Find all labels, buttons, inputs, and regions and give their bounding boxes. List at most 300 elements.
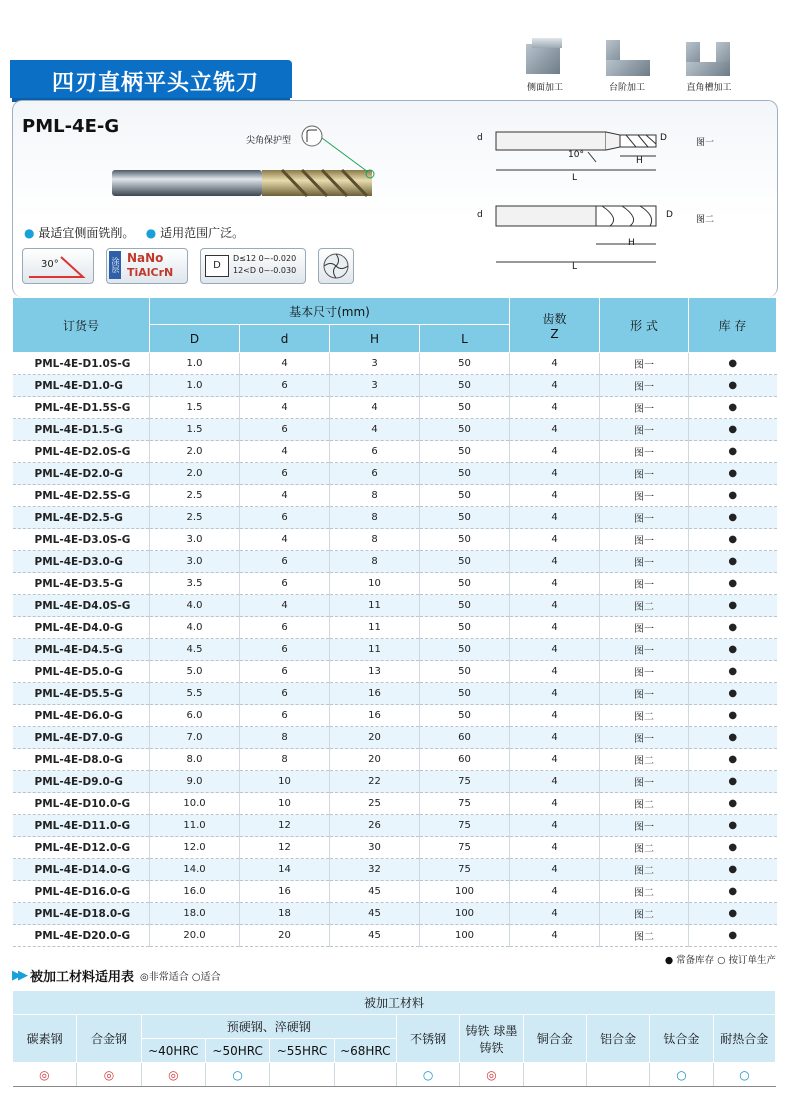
D-cell: 1.5 <box>150 397 240 419</box>
form-cell: 图一 <box>600 397 689 419</box>
table-row <box>13 859 777 881</box>
order-no-cell: PML-4E-D12.0-G <box>13 837 150 859</box>
H-cell: 3 <box>330 353 420 375</box>
order-no-cell: PML-4E-D3.5-G <box>13 573 150 595</box>
stock-cell: ● <box>689 815 777 837</box>
H-cell: 45 <box>330 925 420 947</box>
col-teeth <box>510 298 600 353</box>
D-cell: 6.0 <box>150 705 240 727</box>
form-cell: 图一 <box>600 639 689 661</box>
slot-milling-item <box>668 38 750 93</box>
teeth-cell: 4 <box>510 353 600 375</box>
order-no-cell: PML-4E-D1.0S-G <box>13 353 150 375</box>
form-cell: 图一 <box>600 573 689 595</box>
teeth-cell: 4 <box>510 617 600 639</box>
col-stock: 库 存 <box>689 298 777 353</box>
teeth-cell: 4 <box>510 661 600 683</box>
machining-type-icons <box>504 38 750 93</box>
form-cell: 图一 <box>600 551 689 573</box>
fig1-D-label: D <box>660 133 667 143</box>
d-cell: 6 <box>240 573 330 595</box>
material-suitability-cell: ○ <box>205 1063 269 1087</box>
H-cell: 6 <box>330 463 420 485</box>
material-suitability-cell: ◎ <box>460 1063 523 1087</box>
tolerance-line2: 12<D 0~-0.030 <box>233 266 297 275</box>
material-suitability-cell: ◎ <box>77 1063 141 1087</box>
form-cell: 图一 <box>600 485 689 507</box>
L-cell: 75 <box>420 815 510 837</box>
L-cell: 50 <box>420 463 510 485</box>
teeth-cell: 4 <box>510 551 600 573</box>
tolerance-badge <box>200 248 306 284</box>
form-cell: 图一 <box>600 617 689 639</box>
form-cell: 图一 <box>600 661 689 683</box>
H-cell: 30 <box>330 837 420 859</box>
feature-2: 适用范围广泛。 <box>160 226 245 240</box>
L-cell: 50 <box>420 617 510 639</box>
table-row <box>13 441 777 463</box>
H-cell: 8 <box>330 485 420 507</box>
stock-cell: ● <box>689 683 777 705</box>
H-cell: 11 <box>330 639 420 661</box>
order-no-cell: PML-4E-D1.0-G <box>13 375 150 397</box>
table-row <box>13 375 777 397</box>
col-L: L <box>420 325 510 353</box>
D-cell: 2.0 <box>150 463 240 485</box>
step-milling-item <box>586 38 668 93</box>
D-cell: 4.0 <box>150 617 240 639</box>
L-cell: 60 <box>420 749 510 771</box>
material-suitability-cell: ○ <box>713 1063 775 1087</box>
d-cell: 4 <box>240 485 330 507</box>
four-flute-badge <box>318 248 354 284</box>
H-cell: 11 <box>330 595 420 617</box>
L-cell: 50 <box>420 551 510 573</box>
callout-leader <box>300 124 380 180</box>
stock-cell: ● <box>689 397 777 419</box>
stock-cell: ● <box>689 903 777 925</box>
D-cell: 12.0 <box>150 837 240 859</box>
H-cell: 26 <box>330 815 420 837</box>
form-cell: 图一 <box>600 529 689 551</box>
table-row <box>13 749 777 771</box>
mat-hrc-50: ~50HRC <box>205 1039 269 1063</box>
D-cell: 8.0 <box>150 749 240 771</box>
form-cell: 图一 <box>600 727 689 749</box>
teeth-cell: 4 <box>510 397 600 419</box>
teeth-cell: 4 <box>510 727 600 749</box>
coating-line1: NaNo <box>127 251 164 265</box>
form-cell: 图一 <box>600 507 689 529</box>
H-cell: 20 <box>330 749 420 771</box>
material-suitability-cell <box>523 1063 586 1087</box>
L-cell: 50 <box>420 419 510 441</box>
L-cell: 50 <box>420 573 510 595</box>
L-cell: 50 <box>420 507 510 529</box>
order-no-cell: PML-4E-D5.0-G <box>13 661 150 683</box>
fig1-d-label: d <box>477 133 483 143</box>
step-milling-icon <box>602 38 652 78</box>
teeth-cell: 4 <box>510 441 600 463</box>
L-cell: 75 <box>420 837 510 859</box>
H-cell: 45 <box>330 881 420 903</box>
materials-note: ◎非常适合 ○适合 <box>140 972 221 983</box>
table-row <box>13 639 777 661</box>
stock-cell: ● <box>689 441 777 463</box>
fig2-H-label: H <box>628 238 635 248</box>
d-cell: 10 <box>240 771 330 793</box>
stock-cell: ● <box>689 749 777 771</box>
teeth-cell: 4 <box>510 595 600 617</box>
L-cell: 100 <box>420 881 510 903</box>
col-D: D <box>150 325 240 353</box>
coating-line2: TiAlCrN <box>127 266 174 279</box>
L-cell: 50 <box>420 595 510 617</box>
form-cell: 图一 <box>600 375 689 397</box>
order-no-cell: PML-4E-D1.5S-G <box>13 397 150 419</box>
stock-cell: ● <box>689 639 777 661</box>
table-row <box>13 507 777 529</box>
order-no-cell: PML-4E-D2.0S-G <box>13 441 150 463</box>
angle-value: 30° <box>41 259 59 270</box>
d-cell: 4 <box>240 529 330 551</box>
order-no-cell: PML-4E-D20.0-G <box>13 925 150 947</box>
order-no-cell: PML-4E-D16.0-G <box>13 881 150 903</box>
D-cell: 5.5 <box>150 683 240 705</box>
L-cell: 50 <box>420 353 510 375</box>
H-cell: 16 <box>330 683 420 705</box>
stock-cell: ● <box>689 859 777 881</box>
mat-carbon-steel: 碳素钢 <box>13 1015 77 1063</box>
teeth-cell: 4 <box>510 529 600 551</box>
table-row <box>13 705 777 727</box>
L-cell: 50 <box>420 639 510 661</box>
order-no-cell: PML-4E-D2.5S-G <box>13 485 150 507</box>
form-cell: 图一 <box>600 463 689 485</box>
order-no-cell: PML-4E-D9.0-G <box>13 771 150 793</box>
materials-title-row <box>12 966 221 985</box>
order-no-cell: PML-4E-D10.0-G <box>13 793 150 815</box>
stock-cell: ● <box>689 705 777 727</box>
col-dims: 基本尺寸(mm) <box>150 298 510 325</box>
form-cell: 图一 <box>600 815 689 837</box>
table-row <box>13 463 777 485</box>
product-rows <box>13 353 777 947</box>
stock-cell: ● <box>689 375 777 397</box>
table-row <box>13 837 777 859</box>
H-cell: 8 <box>330 507 420 529</box>
stock-cell: ● <box>689 771 777 793</box>
form-cell: 图一 <box>600 353 689 375</box>
d-cell: 6 <box>240 683 330 705</box>
L-cell: 50 <box>420 485 510 507</box>
d-cell: 6 <box>240 463 330 485</box>
diameter-icon: D <box>205 255 229 277</box>
H-cell: 4 <box>330 397 420 419</box>
D-cell: 4.5 <box>150 639 240 661</box>
d-cell: 8 <box>240 749 330 771</box>
side-milling-item <box>504 38 586 93</box>
table-row <box>13 771 777 793</box>
d-cell: 10 <box>240 793 330 815</box>
col-H: H <box>330 325 420 353</box>
D-cell: 5.0 <box>150 661 240 683</box>
teeth-cell: 4 <box>510 463 600 485</box>
stock-cell: ● <box>689 727 777 749</box>
order-no-cell: PML-4E-D4.5-G <box>13 639 150 661</box>
stock-cell: ● <box>689 507 777 529</box>
D-cell: 1.0 <box>150 375 240 397</box>
form-cell: 图一 <box>600 441 689 463</box>
d-cell: 6 <box>240 639 330 661</box>
L-cell: 50 <box>420 529 510 551</box>
material-suitability-cell <box>586 1063 649 1087</box>
order-no-cell: PML-4E-D8.0-G <box>13 749 150 771</box>
teeth-z: Z <box>550 326 559 341</box>
double-arrow-icon: ▶▶ <box>12 968 24 983</box>
coating-tag: 涂层 <box>109 251 121 279</box>
H-cell: 22 <box>330 771 420 793</box>
teeth-cell: 4 <box>510 485 600 507</box>
mat-aluminum: 铝合金 <box>586 1015 649 1063</box>
order-no-cell: PML-4E-D14.0-G <box>13 859 150 881</box>
order-no-cell: PML-4E-D11.0-G <box>13 815 150 837</box>
model-number: PML-4E-G <box>22 116 120 137</box>
teeth-cell: 4 <box>510 881 600 903</box>
D-cell: 2.5 <box>150 507 240 529</box>
d-cell: 20 <box>240 925 330 947</box>
mat-hrc-68: ~68HRC <box>334 1039 396 1063</box>
table-row <box>13 529 777 551</box>
order-no-cell: PML-4E-D3.0-G <box>13 551 150 573</box>
teeth-cell: 4 <box>510 793 600 815</box>
H-cell: 4 <box>330 419 420 441</box>
D-cell: 14.0 <box>150 859 240 881</box>
H-cell: 25 <box>330 793 420 815</box>
fig1-angle-label: 10° <box>568 150 584 160</box>
teeth-cell: 4 <box>510 419 600 441</box>
table-row <box>13 793 777 815</box>
table-row <box>13 551 777 573</box>
fig2-d-label: d <box>477 210 483 220</box>
order-no-cell: PML-4E-D1.5-G <box>13 419 150 441</box>
D-cell: 18.0 <box>150 903 240 925</box>
D-cell: 3.5 <box>150 573 240 595</box>
materials-title: 被加工材料适用表 <box>30 970 135 985</box>
L-cell: 50 <box>420 375 510 397</box>
H-cell: 45 <box>330 903 420 925</box>
L-cell: 75 <box>420 859 510 881</box>
D-cell: 4.0 <box>150 595 240 617</box>
H-cell: 13 <box>330 661 420 683</box>
L-cell: 50 <box>420 661 510 683</box>
product-table <box>12 297 777 947</box>
order-no-cell: PML-4E-D18.0-G <box>13 903 150 925</box>
spec-badges <box>22 248 354 284</box>
teeth-cell: 4 <box>510 683 600 705</box>
col-order-no: 订货号 <box>13 298 150 353</box>
D-cell: 3.0 <box>150 551 240 573</box>
form-cell: 图二 <box>600 793 689 815</box>
d-cell: 8 <box>240 727 330 749</box>
H-cell: 32 <box>330 859 420 881</box>
step-milling-label: 台阶加工 <box>608 83 645 93</box>
stock-cell: ● <box>689 793 777 815</box>
D-cell: 11.0 <box>150 815 240 837</box>
D-cell: 16.0 <box>150 881 240 903</box>
bullet-icon: ● <box>24 226 35 240</box>
L-cell: 100 <box>420 903 510 925</box>
stock-cell: ● <box>689 925 777 947</box>
teeth-cell: 4 <box>510 903 600 925</box>
L-cell: 50 <box>420 683 510 705</box>
table-row <box>13 595 777 617</box>
d-cell: 6 <box>240 661 330 683</box>
d-cell: 6 <box>240 551 330 573</box>
table-row <box>13 353 777 375</box>
table-row <box>13 727 777 749</box>
mat-titanium: 钛合金 <box>650 1015 713 1063</box>
teeth-cell: 4 <box>510 771 600 793</box>
d-cell: 12 <box>240 837 330 859</box>
fig2-D-label: D <box>666 210 673 220</box>
H-cell: 6 <box>330 441 420 463</box>
side-milling-icon <box>520 38 570 78</box>
mat-stainless: 不锈钢 <box>396 1015 459 1063</box>
corner-protect-callout: 尖角保护型 <box>246 136 292 146</box>
teeth-cell: 4 <box>510 639 600 661</box>
mat-hrc-55: ~55HRC <box>270 1039 334 1063</box>
H-cell: 3 <box>330 375 420 397</box>
stock-cell: ● <box>689 463 777 485</box>
teeth-cell: 4 <box>510 507 600 529</box>
table-row <box>13 617 777 639</box>
technical-drawings <box>470 122 770 292</box>
d-cell: 6 <box>240 375 330 397</box>
d-cell: 6 <box>240 617 330 639</box>
page-title: 四刃直柄平头立铣刀 <box>52 71 260 96</box>
stock-cell: ● <box>689 617 777 639</box>
d-cell: 18 <box>240 903 330 925</box>
fig1-caption: 图一 <box>696 138 715 148</box>
table-row <box>13 683 777 705</box>
teeth-cell: 4 <box>510 815 600 837</box>
table-row <box>13 419 777 441</box>
teeth-cell: 4 <box>510 749 600 771</box>
stock-cell: ● <box>689 485 777 507</box>
order-no-cell: PML-4E-D6.0-G <box>13 705 150 727</box>
D-cell: 20.0 <box>150 925 240 947</box>
helix-angle-badge <box>22 248 94 284</box>
stock-cell: ● <box>689 353 777 375</box>
d-cell: 4 <box>240 595 330 617</box>
L-cell: 50 <box>420 441 510 463</box>
slot-milling-icon <box>684 38 734 78</box>
form-cell: 图二 <box>600 837 689 859</box>
D-cell: 1.0 <box>150 353 240 375</box>
H-cell: 8 <box>330 529 420 551</box>
material-suitability-cell: ◎ <box>141 1063 205 1087</box>
order-no-cell: PML-4E-D2.0-G <box>13 463 150 485</box>
table-row <box>13 815 777 837</box>
stock-cell: ● <box>689 419 777 441</box>
mat-alloy-steel: 合金钢 <box>77 1015 141 1063</box>
L-cell: 75 <box>420 771 510 793</box>
materials-header: 被加工材料 <box>13 991 776 1015</box>
table-row <box>13 925 777 947</box>
mat-hrc-40: ~40HRC <box>141 1039 205 1063</box>
feature-bullets <box>24 224 244 241</box>
teeth-cell: 4 <box>510 859 600 881</box>
fig1-L-label: L <box>572 173 578 183</box>
stock-cell: ● <box>689 551 777 573</box>
teeth-cell: 4 <box>510 837 600 859</box>
form-cell: 图一 <box>600 683 689 705</box>
title-banner <box>12 60 292 98</box>
mat-heat-resistant: 耐热合金 <box>713 1015 775 1063</box>
d-cell: 14 <box>240 859 330 881</box>
stock-cell: ● <box>689 837 777 859</box>
teeth-cell: 4 <box>510 375 600 397</box>
order-no-cell: PML-4E-D2.5-G <box>13 507 150 529</box>
d-cell: 4 <box>240 441 330 463</box>
col-d: d <box>240 325 330 353</box>
D-cell: 3.0 <box>150 529 240 551</box>
table-row <box>13 397 777 419</box>
L-cell: 75 <box>420 793 510 815</box>
D-cell: 1.5 <box>150 419 240 441</box>
form-cell: 图二 <box>600 859 689 881</box>
form-cell: 图二 <box>600 903 689 925</box>
mat-cast-iron: 铸铁 球墨铸铁 <box>460 1015 523 1063</box>
D-cell: 7.0 <box>150 727 240 749</box>
form-cell: 图二 <box>600 881 689 903</box>
stock-cell: ● <box>689 881 777 903</box>
d-cell: 6 <box>240 507 330 529</box>
H-cell: 8 <box>330 551 420 573</box>
form-cell: 图一 <box>600 771 689 793</box>
H-cell: 11 <box>330 617 420 639</box>
L-cell: 100 <box>420 925 510 947</box>
D-cell: 9.0 <box>150 771 240 793</box>
side-milling-label: 侧面加工 <box>526 83 563 93</box>
materials-values-row <box>13 1063 776 1087</box>
table-row <box>13 573 777 595</box>
material-suitability-cell: ○ <box>650 1063 713 1087</box>
D-cell: 2.5 <box>150 485 240 507</box>
L-cell: 50 <box>420 397 510 419</box>
material-suitability-cell: ○ <box>396 1063 459 1087</box>
teeth-cell: 4 <box>510 705 600 727</box>
form-cell: 图二 <box>600 705 689 727</box>
form-cell: 图二 <box>600 595 689 617</box>
col-form: 形 式 <box>600 298 689 353</box>
d-cell: 6 <box>240 705 330 727</box>
teeth-label: 齿数 <box>542 311 567 326</box>
d-cell: 12 <box>240 815 330 837</box>
L-cell: 50 <box>420 705 510 727</box>
fig2-L-label: L <box>572 262 578 272</box>
table-row <box>13 903 777 925</box>
form-cell: 图一 <box>600 419 689 441</box>
bullet-icon: ● <box>145 226 157 240</box>
form-cell: 图二 <box>600 925 689 947</box>
H-cell: 20 <box>330 727 420 749</box>
feature-1: 最适宜侧面铣削。 <box>38 226 135 240</box>
d-cell: 16 <box>240 881 330 903</box>
fig1-H-label: H <box>636 156 643 166</box>
material-suitability-cell <box>334 1063 396 1087</box>
